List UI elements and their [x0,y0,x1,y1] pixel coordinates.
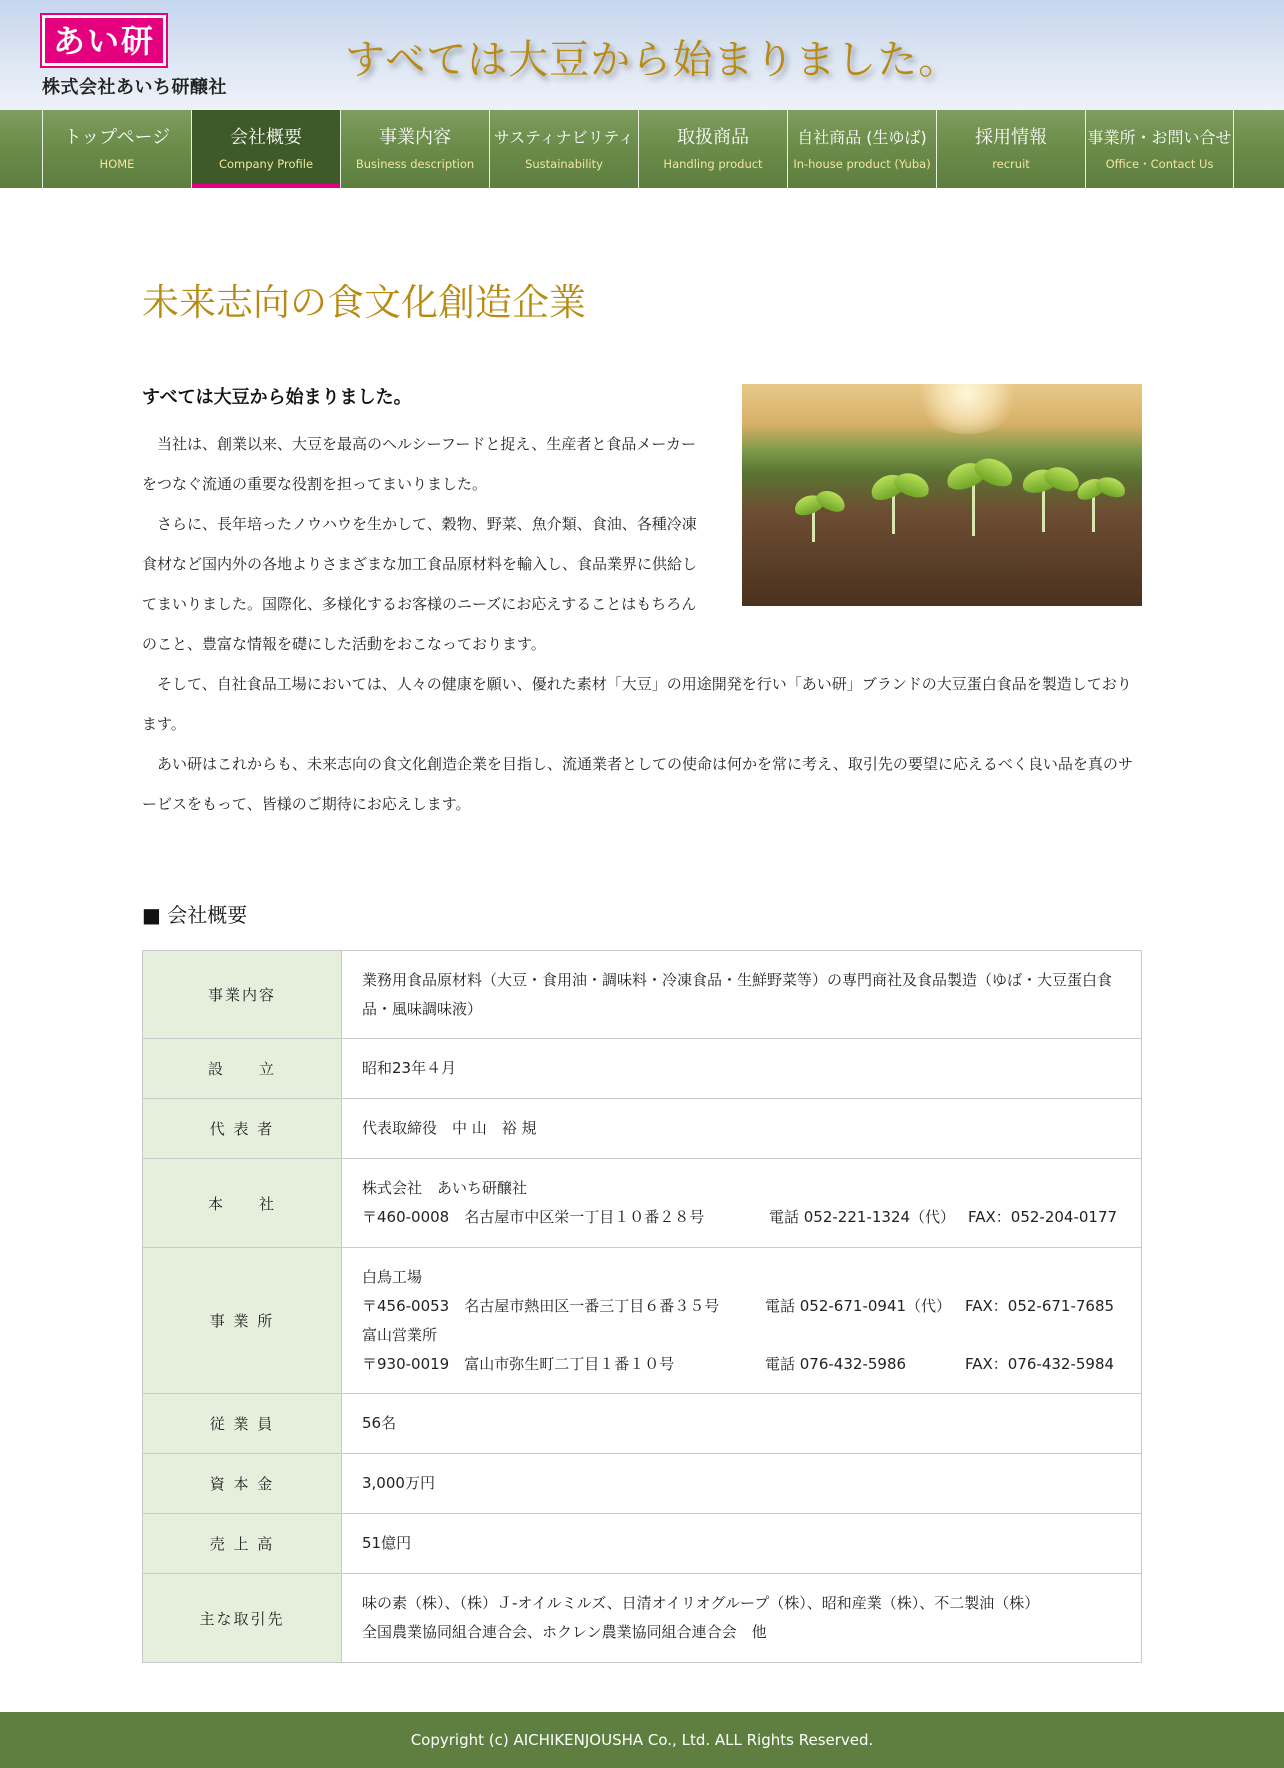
row-value: 56名 [342,1394,1142,1454]
row-value: 業務用食品原材料（大豆・食用油・調味料・冷凍食品・生鮮野菜等）の専門商社及食品製造（ゆば・大豆蛋白食品・風味調味液） [342,951,1142,1039]
nav-item-sublabel: HOME [99,157,135,171]
intro-paragraph: さらに、長年培ったノウハウを生かして、穀物、野菜、魚介類、食油、各種冷凍食材など国内外の各地よりさまざまな加工食品原材料を輸入し、食品業界に供給してまいりました。国際化、多様化するお客様のニーズにお応えすることはもちろんのこと、豊富な情報を礎にした活動をおこなっております。 [142,515,698,653]
nav-item-contact[interactable] [1085,110,1234,188]
tel-text: 電話 076-432-5986 [765,1354,907,1373]
fax-text: FAX：052-671-7685 [965,1296,1115,1315]
nav-item-label: 自社商品 (生ゆば) [797,128,927,147]
nav-item-sublabel: recruit [992,157,1030,171]
nav-item-sublabel: Company Profile [218,157,314,171]
nav-item-label: 事業内容 [379,127,451,148]
company-logo[interactable] [42,15,166,66]
table-row [143,1039,1142,1099]
soybean-sprouts-photo [742,384,1142,606]
sun-glow [912,384,1022,434]
overview-heading: ■ 会社概要 [142,903,248,927]
main-navigation [0,110,1284,188]
row-label: 事業内容 [143,951,342,1039]
sprout-leaf [1094,473,1128,500]
nav-item-sublabel: Office・Contact Us [1105,157,1214,171]
row-value: 51億円 [342,1514,1142,1574]
nav-item-label: サスティナビリティ [493,128,635,147]
row-value [342,1574,1142,1663]
row-label: 代 表 者 [143,1099,342,1159]
address-text: 〒460-0008 名古屋市中区栄一丁目１０番２８号 [362,1208,705,1226]
sprout-stem [1092,496,1095,532]
company-name: 株式会社あいち研醸社 [42,77,227,98]
office-name: 富山営業所 [362,1325,438,1344]
row-label: 主な取引先 [143,1574,342,1663]
tel-text: 電話 052-671-0941（代） [765,1296,952,1315]
fax-text: FAX：076-432-5984 [965,1354,1115,1373]
nav-item-sublabel: Sustainability [525,157,603,171]
intro-paragraph: あい研はこれからも、未来志向の食文化創造企業を目指し、流通業者としての使命は何かを常に考え、取引先の要望に応えるべく良い品を真のサービスをもって、皆様のご期待にお応えします。 [142,755,1133,813]
office-name: 白鳥工場 [362,1267,423,1286]
nav-item-home[interactable] [42,110,191,188]
table-row [143,1454,1142,1514]
row-label: 設 立 [143,1039,342,1099]
clients-line: 味の素（株）、（株）Ｊ-オイルミルズ、日清オイリオグループ（株）、昭和産業（株）、不二製油（株） [362,1594,1040,1612]
sprout-leaf [971,453,1017,492]
row-label: 事 業 所 [143,1248,342,1394]
site-header [0,0,1284,110]
logo-text: あい研 [52,21,155,60]
nav-item-label: トップページ [63,127,171,148]
clients-line: 全国農業協同組合連合会、ホクレン農業協同組合連合会 他 [362,1623,767,1641]
nav-item-label: 事業所・お問い合せ [1087,128,1232,147]
page-title: 未来志向の食文化創造企業 [142,281,586,324]
intro-paragraph: そして、自社食品工場においては、人々の健康を願い、優れた素材「大豆」の用途開発を行い「あい研」ブランドの大豆蛋白食品を製造しております。 [142,675,1132,733]
intro-heading: すべては大豆から始まりました。 [142,387,412,408]
nav-item-business[interactable] [340,110,489,188]
sprout-leaf [814,487,849,516]
nav-item-products[interactable] [638,110,787,188]
header-tagline: すべては大豆から始まりました。 [345,37,960,83]
row-label: 従 業 員 [143,1394,342,1454]
nav-item-label: 採用情報 [975,127,1047,148]
head-office-contact [362,1203,1123,1232]
office-contact [362,1292,1123,1321]
fax-text: FAX：052-204-0177 [968,1208,1118,1226]
table-row [143,1248,1142,1394]
nav-list [42,110,1234,188]
row-label: 資 本 金 [143,1454,342,1514]
nav-item-company-profile[interactable] [191,110,340,188]
nav-item-recruit[interactable] [936,110,1085,188]
row-value: 代表取締役 中 山 裕 規 [342,1099,1142,1159]
sprout-stem [892,494,895,534]
row-label: 売 上 高 [143,1514,342,1574]
site-footer [0,1712,1284,1768]
sprout-stem [972,484,975,536]
intro-paragraph: 当社は、創業以来、大豆を最高のヘルシーフードと捉え、生産者と食品メーカーをつなぐ流通の重要な役割を担ってまいりました。 [142,435,697,493]
table-row [143,1099,1142,1159]
row-label: 本 社 [143,1159,342,1248]
address-text: 〒930-0019 富山市弥生町二丁目１番１０号 [362,1354,675,1373]
head-office-name: 株式会社 あいち研醸社 [362,1179,528,1197]
sprout-leaf [891,469,932,502]
row-value: 3,000万円 [342,1454,1142,1514]
nav-item-sublabel: Business description [355,157,475,171]
table-row [143,1394,1142,1454]
nav-item-sustainability[interactable] [489,110,638,188]
sprout-stem [1042,488,1045,532]
row-value [342,1248,1142,1394]
copyright-text: Copyright (c) AICHIKENJOUSHA Co., Ltd. ALL Rights Reserved. [410,1731,874,1749]
tel-text: 電話 052-221-1324（代） [769,1208,956,1226]
table-row [143,1514,1142,1574]
nav-item-sublabel: In-house product (Yuba) [793,157,931,171]
nav-item-label: 会社概要 [230,127,302,148]
sprout-stem [812,512,815,542]
table-row [143,1159,1142,1248]
table-row [143,951,1142,1039]
intro-text [142,424,1142,824]
office-contact [362,1350,1123,1379]
table-row [143,1574,1142,1663]
row-value: 昭和23年４月 [342,1039,1142,1099]
company-overview-table [142,950,1142,1663]
nav-item-yuba[interactable] [787,110,936,188]
nav-item-label: 取扱商品 [677,127,749,148]
address-text: 〒456-0053 名古屋市熱田区一番三丁目６番３５号 [362,1296,720,1315]
nav-item-sublabel: Handling product [663,157,763,171]
row-value [342,1159,1142,1248]
